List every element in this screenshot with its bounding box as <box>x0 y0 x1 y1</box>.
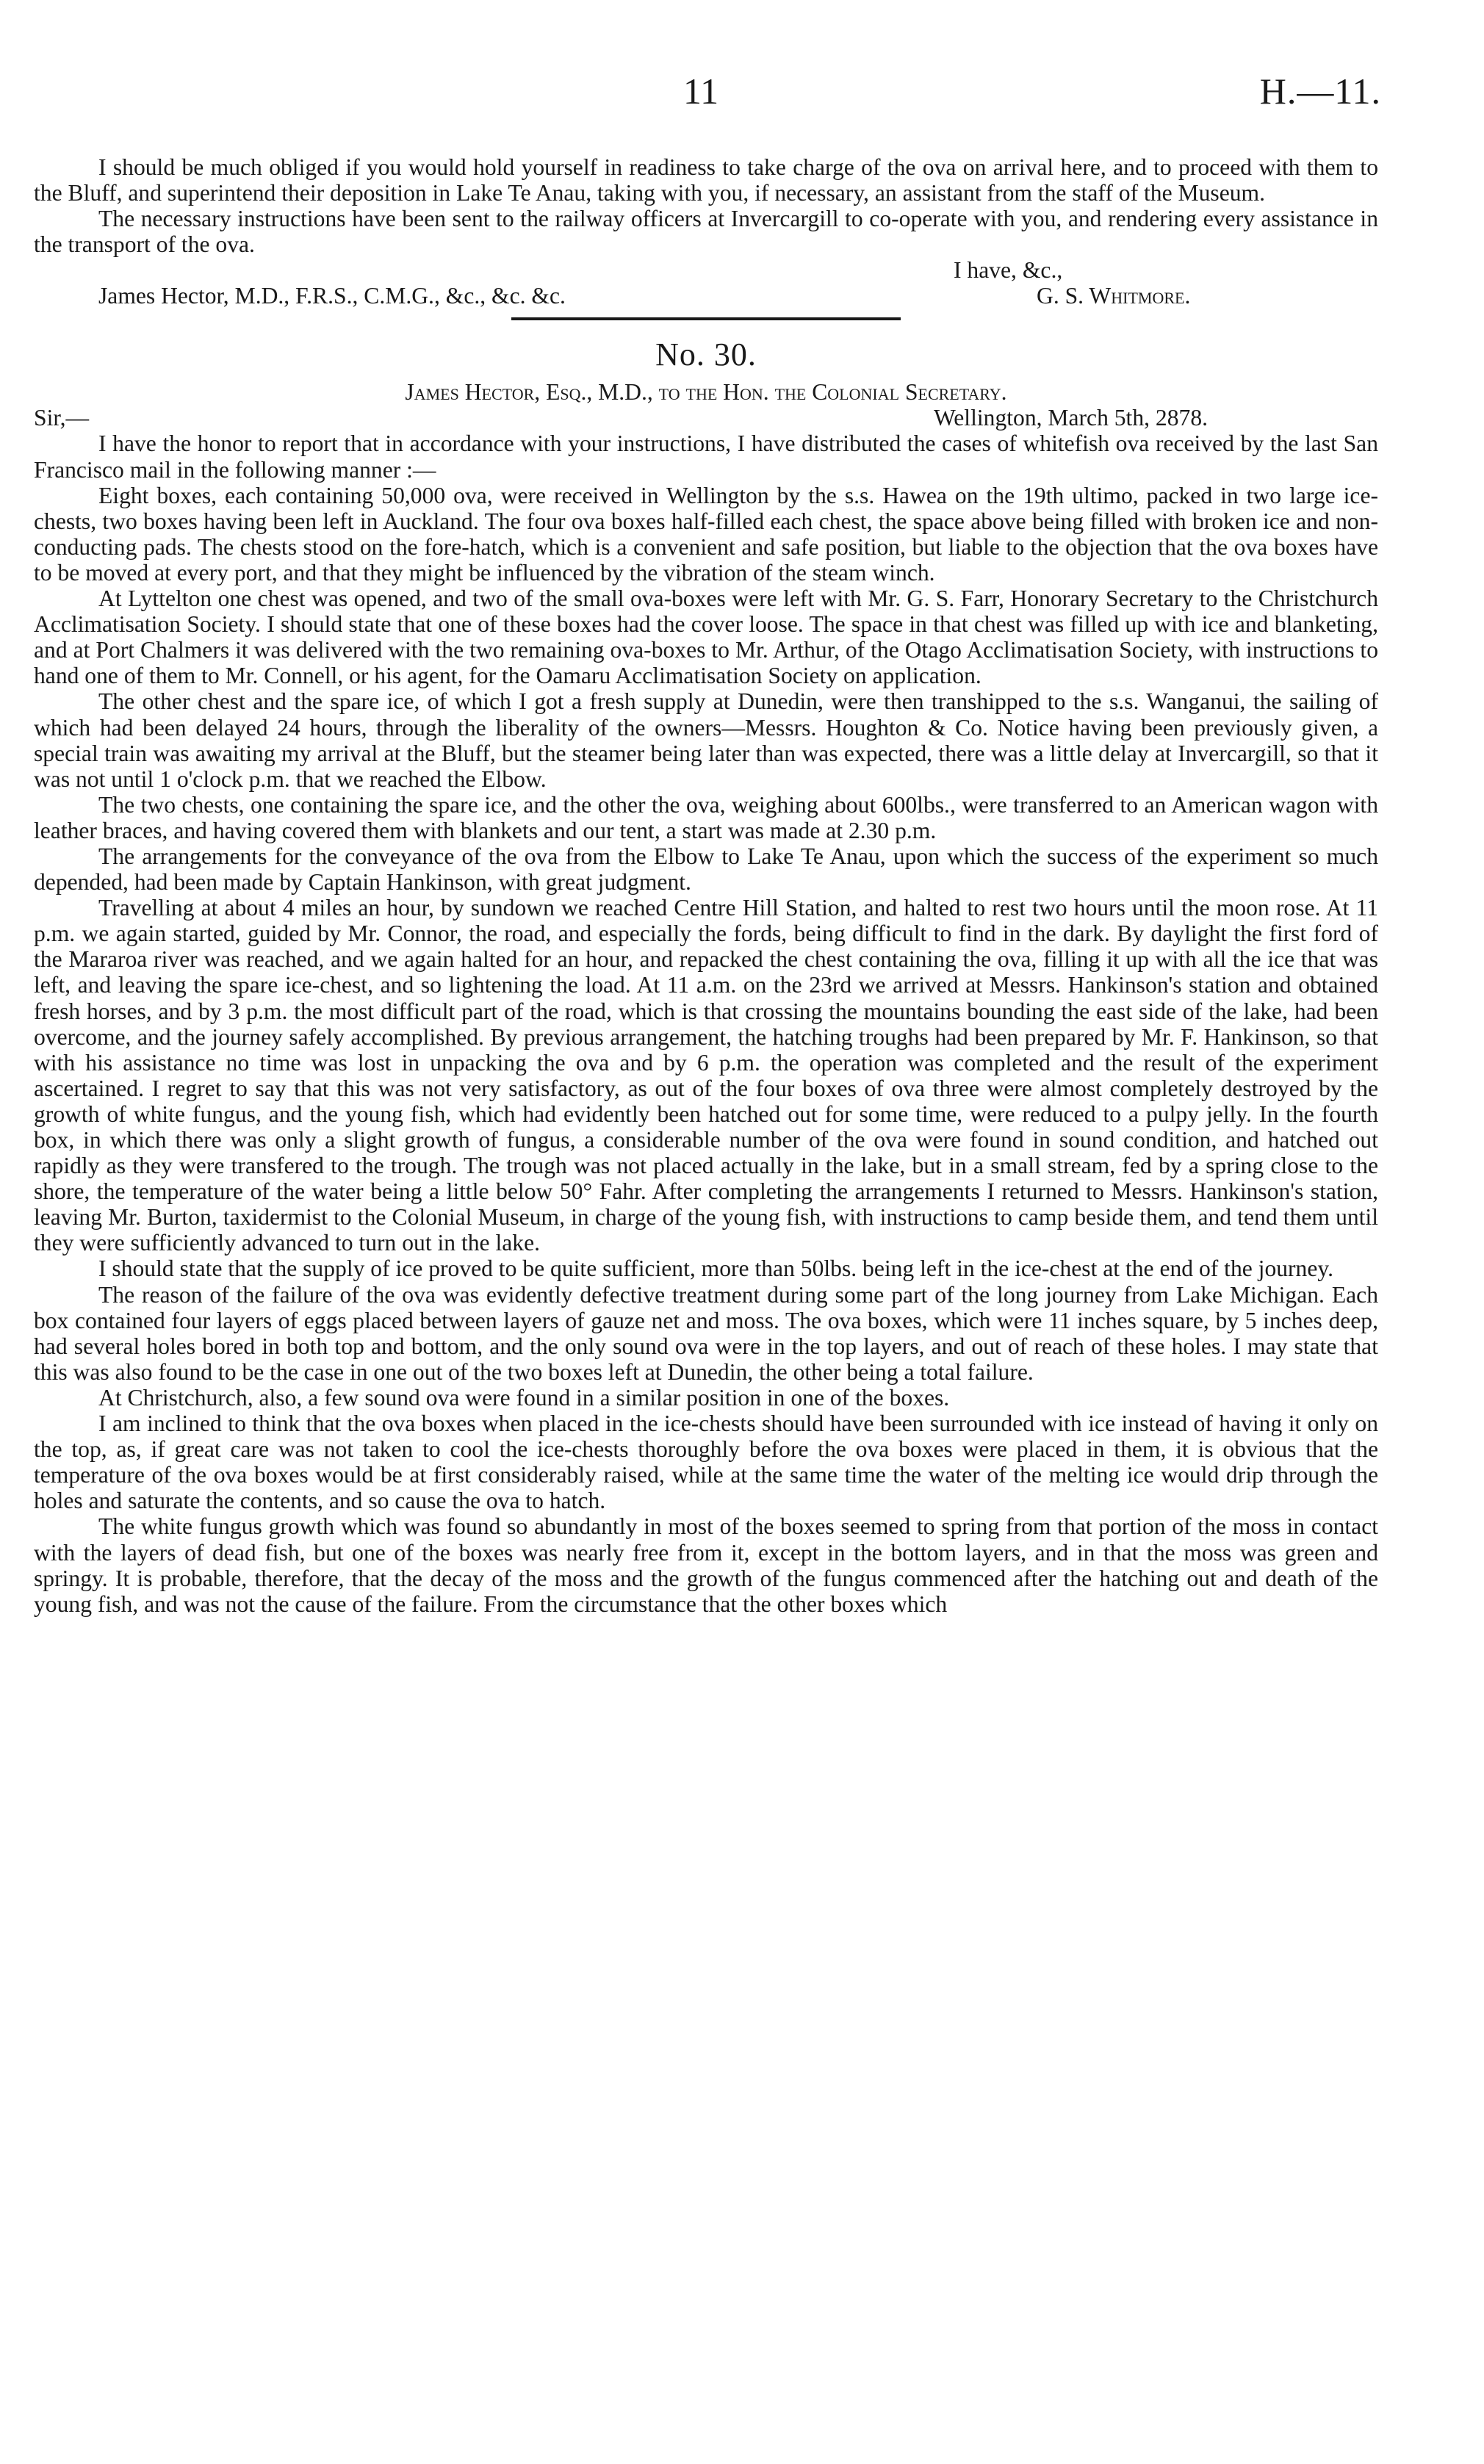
letter-30 <box>34 336 1378 1616</box>
document-reference: H.—11. <box>1259 71 1381 112</box>
paragraph: I have the honor to report that in accordance with your instructions, I have distributed the cases of whitefish ova received by the last San Francisco mail in the following manner :— <box>34 431 1378 483</box>
paragraph: The white fungus growth which was found so abundantly in most of the boxes seemed to spring from that portion of the moss in contact with the layers of dead fish, but one of the boxes was nearly free from it, except in the bottom layers, and in that the moss was green and springy. It is probable, therefore, that the decay of the moss and the growth of the fungus commenced after the hatching out and death of the young fish, and was not the cause of the failure. From the circumstance that the other boxes which <box>34 1513 1378 1617</box>
paragraph: The necessary instructions have been sent to the railway officers at Invercargill to co-operate with you, and rendering every assistance in the transport of the ova. <box>34 206 1378 258</box>
salutation: Sir,— <box>34 405 90 431</box>
page-number: 11 <box>683 71 719 112</box>
signature: G. S. Whitmore. <box>1037 283 1191 309</box>
letter-heading: James Hector, Esq., M.D., to the Hon. the Colonial Secretary. <box>405 379 1007 406</box>
paragraph: I should state that the supply of ice proved to be quite sufficient, more than 50lbs. being left in the ice-chest at the end of the journey. <box>98 1256 1334 1282</box>
document-number: No. 30. <box>655 336 757 373</box>
paragraph: I should be much obliged if you would hold yourself in readiness to take charge of the ova on arrival here, and to proceed with them to the Bluff, and superintend their deposition in Lake Te Anau, taking with you, if necessary, an assistant from the staff of the Museum. <box>34 154 1378 206</box>
closing: I have, &c., <box>954 257 1063 284</box>
paragraph: At Christchurch, also, a few sound ova were found in a similar position in one of the boxes. <box>98 1384 950 1411</box>
paragraph: The two chests, one containing the spare ice, and the other the ova, weighing about 600lbs., were transferred to an American wagon with leather braces, and having covered them with blankets and our tent, a start was made at 2.30 p.m. <box>34 791 1378 843</box>
paragraph: The other chest and the spare ice, of which I got a fresh supply at Dunedin, were then transhipped to the s.s. Wanganui, the sailing of which had been delayed 24 hours, through the liberality of the owners—Messrs. Houghton & Co. Notice having been previously given, a special train was awaiting my arrival at the Bluff, but the steamer being later than was expected, there was a little delay at Invercargill, so that it was not until 1 o'clock p.m. that we reached the Elbow. <box>34 688 1378 792</box>
place-date: Wellington, March 5th, 2878. <box>934 405 1209 431</box>
closing-row <box>34 257 1378 283</box>
page-body <box>34 154 1378 1617</box>
paragraph: Travelling at about 4 miles an hour, by sundown we reached Centre Hill Station, and halted to rest two hours until the moon rose. At 11 p.m. we again started, guided by Mr. Connor, the road, and especially the fords, being difficult to find in the dark. By daylight the first ford of the Mararoa river was reached, and we again halted for an hour, and repacked the chest containing the ova, filling it up with all the ice that was left, and leaving the spare ice-chest, and so lightening the load. At 11 a.m. on the 23rd we arrived at Messrs. Hankinson's station and obtained fresh horses, and by 3 p.m. the most difficult part of the road, which is that crossing the mountains bounding the east side of the lake, had been overcome, and the journey safely accomplished. By previous arrangement, the hatching troughs had been prepared by Mr. F. Hankinson, so that with his assistance no time was lost in unpacking the ova and by 6 p.m. the operation was completed and the result of the experiment ascertained. I regret to say that this was not very satisfactory, as out of the four boxes of ova three were almost completely destroyed by the growth of white fungus, and the young fish, which had evidently been hatched out for some time, were reduced to a pulpy jelly. In the fourth box, in which there was only a slight growth of fungus, a considerable number of the ova were found in sound condition, and hatched out rapidly as they were transfered to the trough. The trough was not placed actually in the lake, but in a small stream, fed by a spring close to the shore, the temperature of the water being a little below 50° Fahr. After completing the arrangements I returned to Messrs. Hankinson's station, leaving Mr. Burton, taxidermist to the Colonial Museum, in charge of the young fish, with instructions to camp beside them, and tend them until they were sufficiently advanced to turn out in the lake. <box>34 895 1378 1256</box>
paragraph: I am inclined to think that the ova boxes when placed in the ice-chests should have been surrounded with ice instead of having it only on the top, as, if great care was not taken to cool the ice-chests thoroughly before the ova boxes were placed in them, it is obvious that the temperature of the ova boxes would be at first considerably raised, while at the same time the water of the melting ice would drip through the holes and saturate the contents, and so cause the ova to hatch. <box>34 1411 1378 1514</box>
paragraph: The reason of the failure of the ova was evidently defective treatment during some part of the long journey from Lake Michigan. Each box contained four layers of eggs placed between layers of gauze net and moss. The ova boxes, which were 11 inches square, by 5 inches deep, had several holes bored in both top and bottom, and the only sound ova were in the top layers, and out of reach of these holes. I may state that this was also found to be the case in one out of the two boxes left at Dunedin, the other being a total failure. <box>34 1281 1378 1385</box>
page-header <box>0 70 1484 121</box>
letter-29-continuation <box>34 154 1378 309</box>
section-divider <box>511 317 901 320</box>
paragraph: At Lyttelton one chest was opened, and two of the small ova-boxes were left with Mr. G. S. Farr, Honorary Secretary to the Christchurch Acclimatisation Society. I should state that one of these boxes had the cover loose. The space in that chest was filled up with ice and blanketing, and at Port Chalmers it was delivered with the two remaining ova-boxes to Mr. Arthur, of the Otago Acclimatisation Society, with instructions to hand one of them to Mr. Connell, or his agent, for the Oamaru Acclimatisation Society on application. <box>34 586 1378 689</box>
salutation-row <box>34 405 1378 431</box>
addressee: James Hector, M.D., F.R.S., C.M.G., &c., &c. &c. <box>98 283 566 309</box>
signature-row <box>34 283 1378 309</box>
paragraph: The arrangements for the conveyance of the ova from the Elbow to Lake Te Anau, upon which the success of the experiment so much depended, had been made by Captain Hankinson, with great judgment. <box>34 843 1378 896</box>
paragraph: Eight boxes, each containing 50,000 ova, were received in Wellington by the s.s. Hawea on the 19th ultimo, packed in two large ice-chests, two boxes having been left in Auckland. The four ova boxes half-filled each chest, the space above being filled with broken ice and non-conducting pads. The chests stood on the fore-hatch, which is a convenient and safe position, but liable to the objection that the ova boxes have to be moved at every port, and that they might be influenced by the vibration of the steam winch. <box>34 482 1378 586</box>
